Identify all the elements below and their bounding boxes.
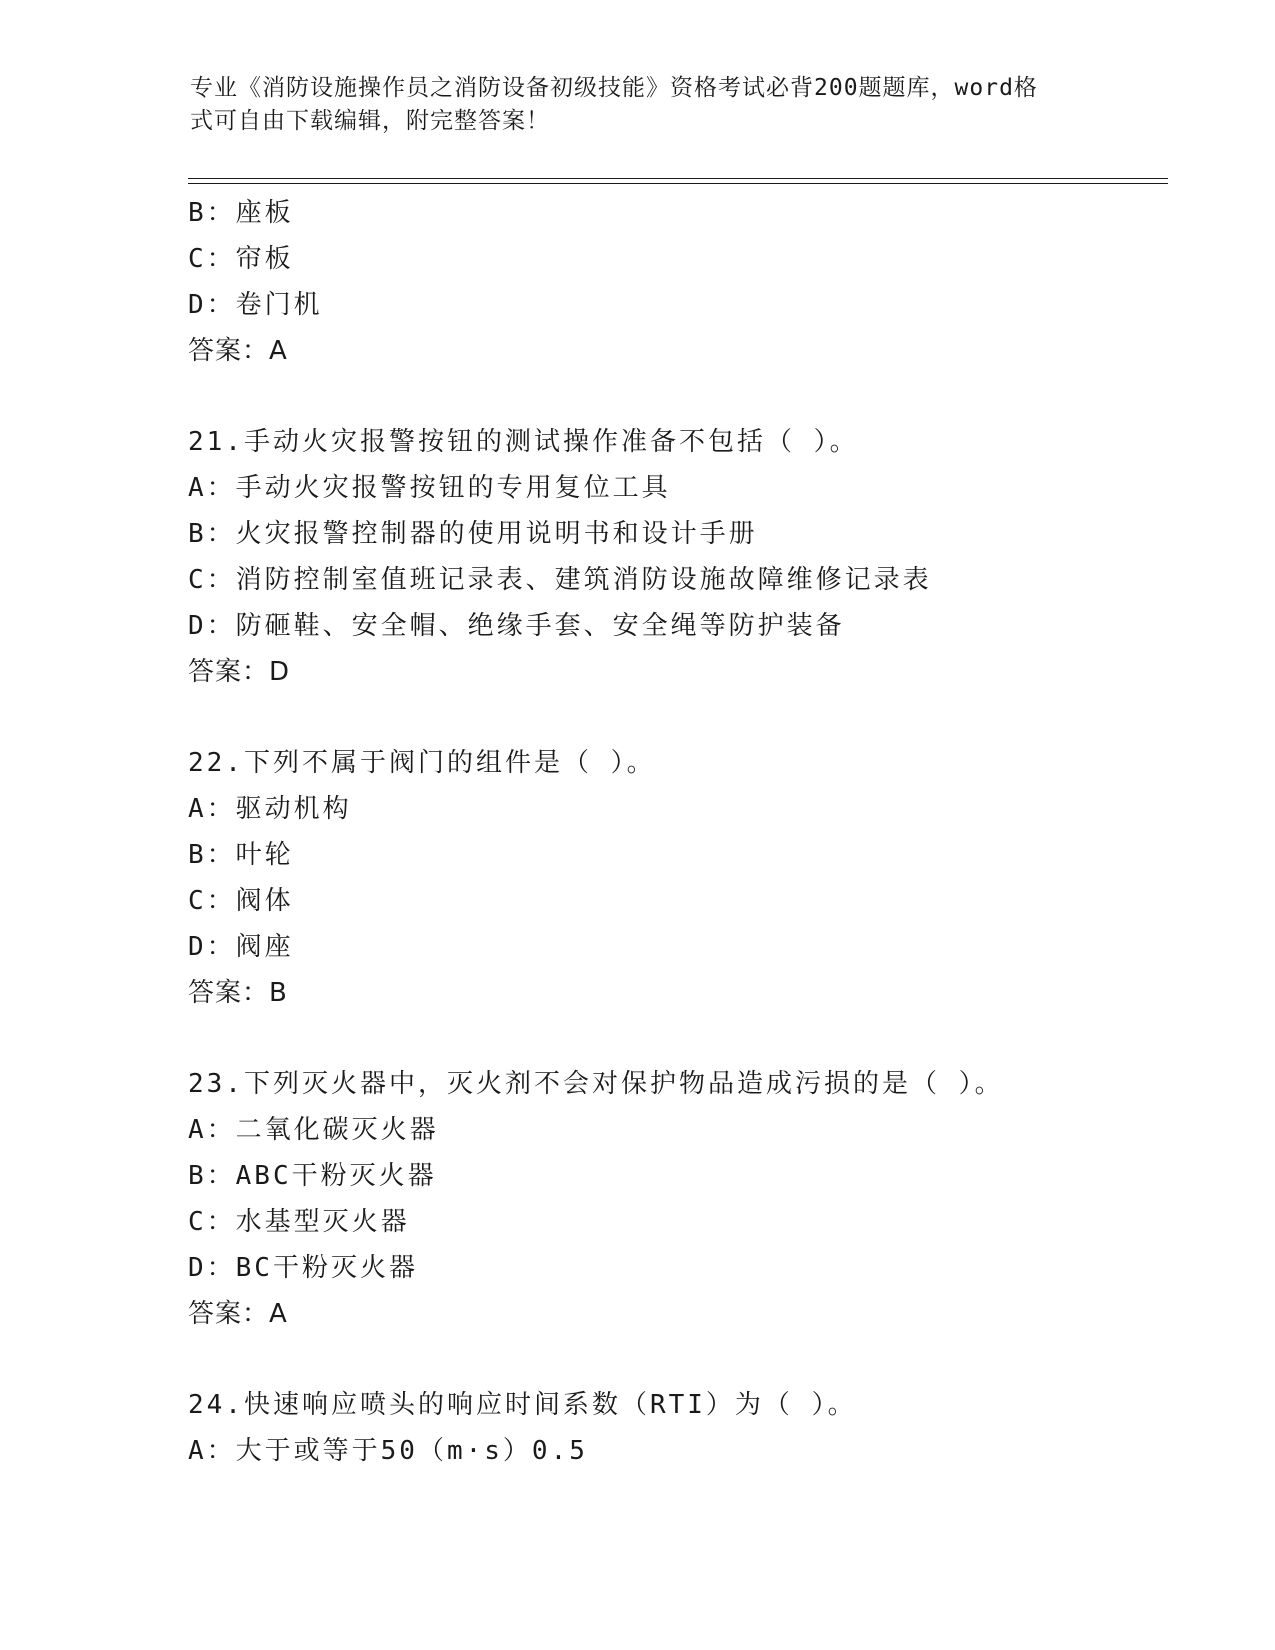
spacer bbox=[188, 1016, 1168, 1061]
option-c: C：阀体 bbox=[188, 886, 294, 916]
option-d: D：卷门机 bbox=[188, 290, 323, 320]
question-text: 23.下列灭火器中，灭火剂不会对保护物品造成污损的是（ ）。 bbox=[188, 1069, 1004, 1099]
header-line-1: 专业《消防设施操作员之消防设备初级技能》资格考试必背200题题库，word格 bbox=[190, 75, 1038, 101]
option-c: C：水基型灭火器 bbox=[188, 1207, 410, 1237]
option-a: A：驱动机构 bbox=[188, 794, 352, 824]
question-block-24 bbox=[188, 1382, 1168, 1474]
option-b: B：火灾报警控制器的使用说明书和设计手册 bbox=[188, 519, 758, 549]
spacer bbox=[188, 374, 1168, 419]
header-rule-bottom bbox=[188, 183, 1168, 184]
answer: 答案：A bbox=[188, 1299, 288, 1329]
question-text: 24.快速响应喷头的响应时间系数（RTI）为（ ）。 bbox=[188, 1390, 857, 1420]
question-block-23 bbox=[188, 1061, 1168, 1337]
question-block-21 bbox=[188, 419, 1168, 695]
option-a: A：手动火灾报警按钮的专用复位工具 bbox=[188, 473, 671, 503]
option-b: B：座板 bbox=[188, 198, 294, 228]
answer: 答案：A bbox=[188, 336, 288, 366]
spacer bbox=[188, 695, 1168, 740]
option-b: B：叶轮 bbox=[188, 840, 294, 870]
option-a: A：二氧化碳灭火器 bbox=[188, 1115, 439, 1145]
option-a: A：大于或等于50（m·s）0.5 bbox=[188, 1436, 588, 1466]
header-rule-top bbox=[188, 178, 1168, 179]
option-c: C：消防控制室值班记录表、建筑消防设施故障维修记录表 bbox=[188, 565, 932, 595]
question-block-prev bbox=[188, 190, 1168, 374]
question-text: 21.手动火灾报警按钮的测试操作准备不包括（ ）。 bbox=[188, 427, 859, 457]
question-text: 22.下列不属于阀门的组件是（ ）。 bbox=[188, 748, 656, 778]
answer: 答案：D bbox=[188, 657, 291, 687]
question-list bbox=[188, 190, 1168, 1474]
document-header bbox=[190, 72, 1090, 138]
header-line-2: 式可自由下载编辑，附完整答案！ bbox=[190, 108, 550, 134]
answer: 答案：B bbox=[188, 978, 288, 1008]
option-b: B：ABC干粉灭火器 bbox=[188, 1161, 437, 1191]
question-block-22 bbox=[188, 740, 1168, 1016]
option-d: D：防砸鞋、安全帽、绝缘手套、安全绳等防护装备 bbox=[188, 611, 845, 641]
option-d: D：阀座 bbox=[188, 932, 294, 962]
option-c: C：帘板 bbox=[188, 244, 294, 274]
option-d: D：BC干粉灭火器 bbox=[188, 1253, 418, 1283]
spacer bbox=[188, 1337, 1168, 1382]
